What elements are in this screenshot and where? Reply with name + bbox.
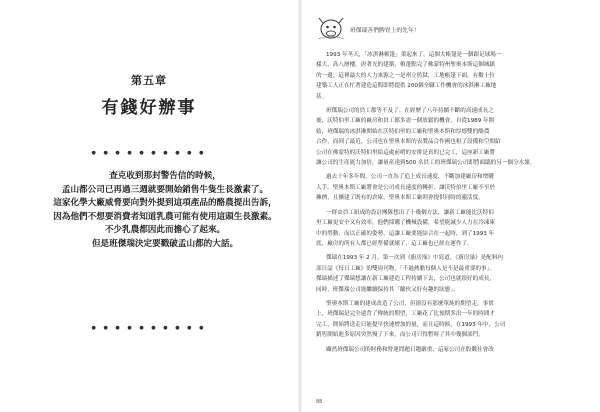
dot-divider-top: ● ● ● ● ● ● ● ● ● ● — [91, 150, 207, 156]
cow-emblem-icon — [316, 14, 346, 42]
dot-divider-bottom: ● ● ● ● ● ● ● ● ● ● — [91, 325, 207, 331]
body-line: 讓公司的生產能力加倍，讓量產達到500 名員工的班傑瑞公司即將面臨的另一個分水嶺。 — [316, 160, 536, 167]
page-number: 88 — [316, 399, 323, 405]
body-line: 後，沃特伯里工廠的廠房和員工都多需一個放鬆的機會，自從1989 年開 — [316, 118, 495, 125]
body-line: 1993 年冬天，「冰淇淋帳篷」架起來了，這個大帳篷是一個跟足球場一 — [326, 52, 502, 58]
chapter-title: 有錢好辦事 — [101, 98, 197, 118]
intro-line: 查克收到那封警告信的時候， — [109, 171, 221, 181]
body-line: 銷售開始進多原因突然慢了下來，而公司只得暫時了其中幾個部門。 — [316, 332, 484, 339]
chapter-label: 第五章 — [131, 74, 167, 87]
intro-line: 不少乳農都因此而擔心了起來。 — [104, 225, 226, 235]
intro-line: 這家化學大廠威脅要向對外提到這項產品的酪農提出告訴， — [53, 198, 277, 208]
body-line: 雖然班傑瑞公司的財務和營運問題日趨嚴重，這家公司在股數社會改 — [326, 346, 494, 353]
body-line: 的一邊。這裡最大的人力來源之一是州立監獄，工地帳篷下面，有數十位 — [316, 72, 496, 79]
body-line: 部日誌《每日工廠》的雙周刊物，「不過熱膽每個人是不是最重要的事」。 — [316, 265, 495, 272]
body-line: 中的勞動，而以正確的姿勢，這讓工廠要能結合在一起時，到了1993 年 — [316, 230, 495, 237]
body-line: 合作，而到了最近，公司也在聖奧本斯的表製品合作國也租了設備和空間給 — [316, 139, 501, 146]
chapter-heading — [0, 72, 298, 118]
body-line: 樣大、高八層樓，唐著光的建築，頓蓬點完了佛蒙特州聖奧本斯這個城鎮 — [316, 62, 496, 69]
page-header — [316, 14, 586, 42]
right-page — [302, 0, 600, 412]
body-line: 里工廠更安全又有效率，他們採購了機械設備，希望能減少人力在冷凍庫 — [316, 220, 496, 227]
intro-line: 因為他們不想要消費者知道乳農可能有使用這頭生長激素。 — [53, 211, 277, 222]
chapter-intro — [40, 170, 290, 251]
body-line: 傑瑞描述了傑瑞想讓在新工廠建造工程持續下去，公司也就很好的成長， — [316, 276, 496, 283]
left-page — [0, 0, 298, 412]
body-line: 基。 — [316, 93, 328, 100]
body-line: 始，班傑瑞的冰淇淋開始在沃特伯里的工廠和聖奧本斯和厚德雙的酪農 — [316, 128, 490, 135]
body-line: 傑瑞在1993 年 2 月，第一次到《廚房澡》中寫道，《廚房澡》是配料內 — [326, 255, 503, 262]
body-line: 建築工人正在忙著建造這間即將提供 200個全職工作機會的冰淇淋工廠地 — [316, 83, 497, 90]
body-line: 完工，開始將送走只能提早快速增加的量，而且這時候，在1993 年中，公司 — [316, 321, 506, 328]
body-line: 過去十年多年間，公司一直為了追上成長速度，不斷加建廠房和增購 — [326, 174, 494, 181]
body-line: 公司在佛蒙特的沃特伯里給這處前哨的安排是真的已完工，這座新工廠將 — [316, 149, 496, 156]
body-line: 班傑瑞公司的員工都等不及了。在經歷了八年持續不斷的高速成長之 — [326, 108, 494, 115]
intro-line: 孟山都公司已再過三週就要開始銷售牛隻生長激素了。 — [61, 184, 269, 195]
body-line: 擁擠，且擴建了既有的倉庫，聖奧本斯工廠則會提供同時的靈活度。 — [316, 195, 484, 202]
body-line: 一群由員工組成的設計團隊想出了十幾個方法，讓新工廠能比沃特伯 — [326, 209, 494, 216]
body-line: 上，班傑瑞是完全遠背了傳統的期望，工廠花了比預期多出一年的時間才 — [316, 311, 496, 318]
body-text — [316, 50, 588, 355]
body-line: 同時，班傑瑞公司能繼續保持其「驗伙又好有趣的狀態」。 — [316, 286, 459, 293]
body-line: 底，廠房的所有人都已經準備就緒了，這工廠也已經在運作了。 — [316, 240, 473, 247]
intro-line: 但是班傑瑞決定要戳破孟山都的大話。 — [91, 238, 239, 249]
body-line: 人手。聖奧本斯工廠將會是公司成長速度的轉折，讓沃特伯里工廠不至於 — [316, 184, 496, 191]
body-line: 聖奧本斯工廠的建成改造了公司，但卻沒有那麼單純的期望走，事實 — [326, 300, 494, 307]
running-head: 班傑瑞善們脾胃上的先年！ — [350, 28, 420, 34]
